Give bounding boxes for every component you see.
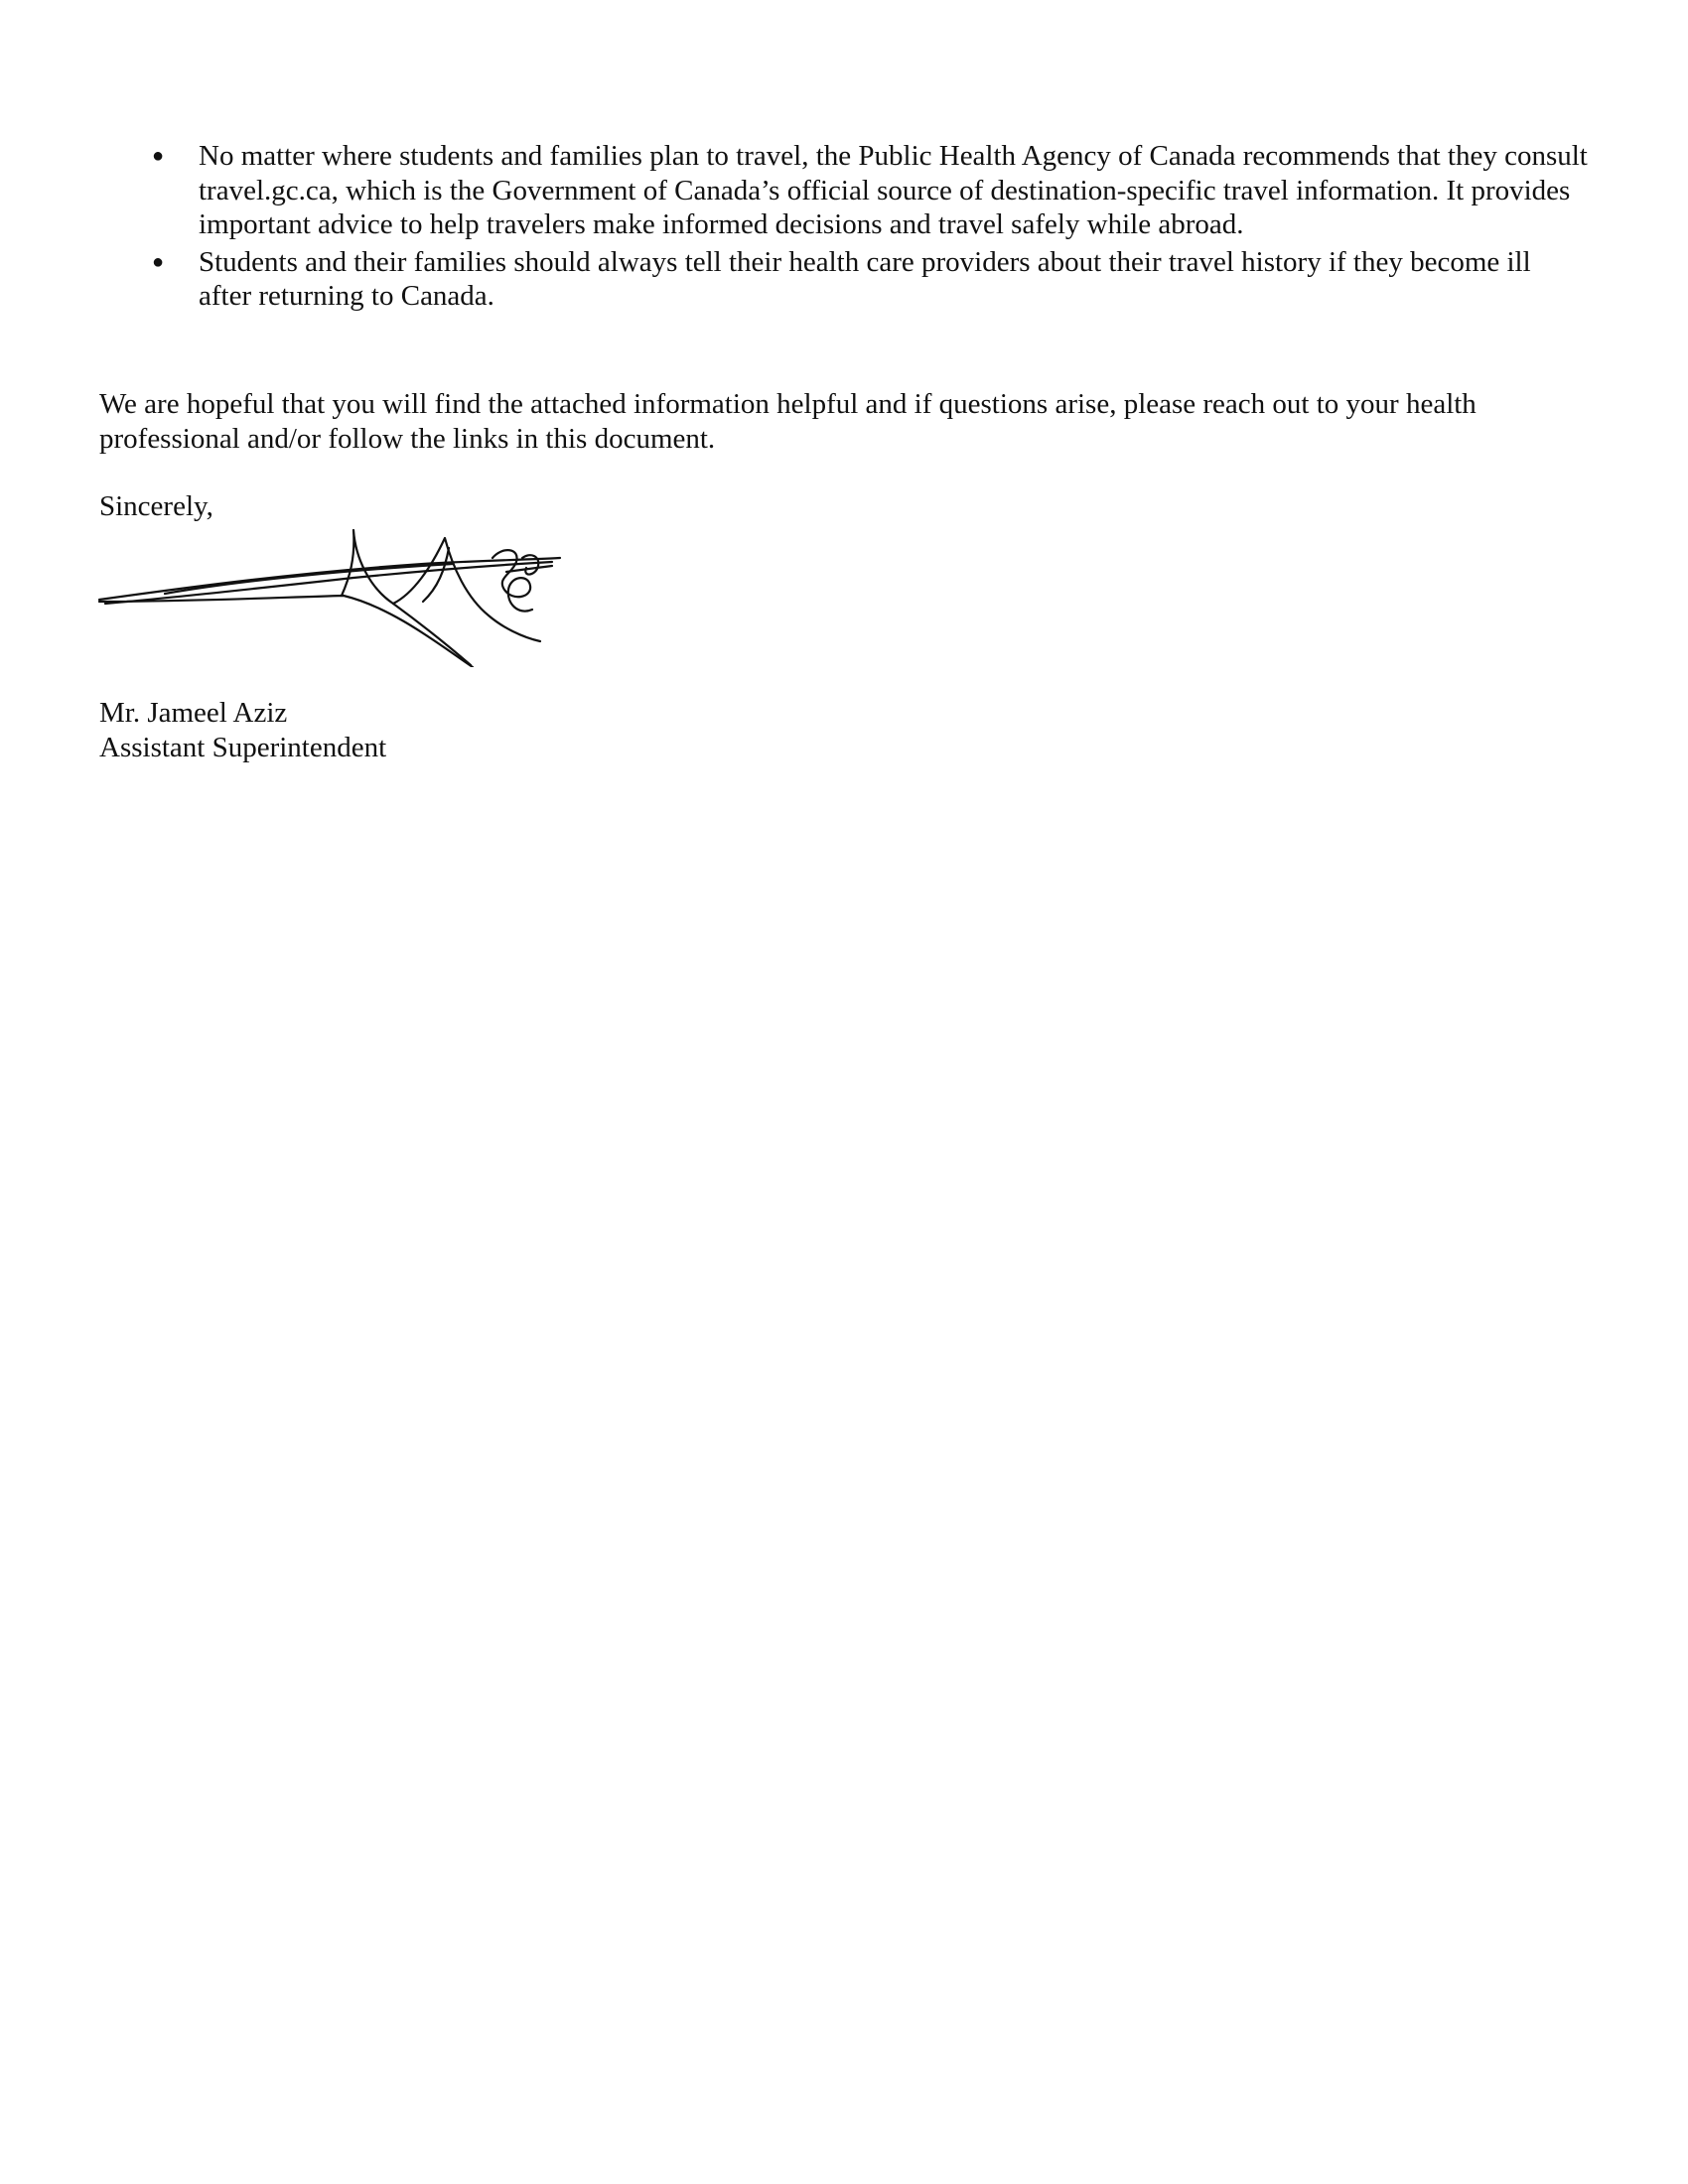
list-item — [99, 245, 1589, 314]
signer-title: Assistant Superintendent — [99, 732, 387, 763]
bullet-text: Students and their families should always tell their health care providers about their travel history if they become ill after returning to Canada. — [199, 245, 1531, 312]
bullet-list — [99, 139, 1589, 317]
body-paragraph: We are hopeful that you will find the attached information helpful and if questions arise, please reach out to your health professional and/or follow the links in this document. — [99, 388, 1477, 455]
list-item — [99, 139, 1589, 242]
bullet-icon: ● — [152, 145, 165, 167]
bullet-icon: ● — [152, 250, 165, 273]
signer-name: Mr. Jameel Aziz — [99, 697, 288, 729]
closing-salutation: Sincerely, — [99, 490, 213, 522]
handwritten-signature — [95, 518, 572, 667]
bullet-text: No matter where students and families plan to travel, the Public Health Agency of Canada recommends that they consult travel.gc.ca, which is the Government of Canada’s official source of destination-specific travel information. It provides important advice to help travelers make informed decisions and travel safely while abroad. — [199, 140, 1588, 240]
